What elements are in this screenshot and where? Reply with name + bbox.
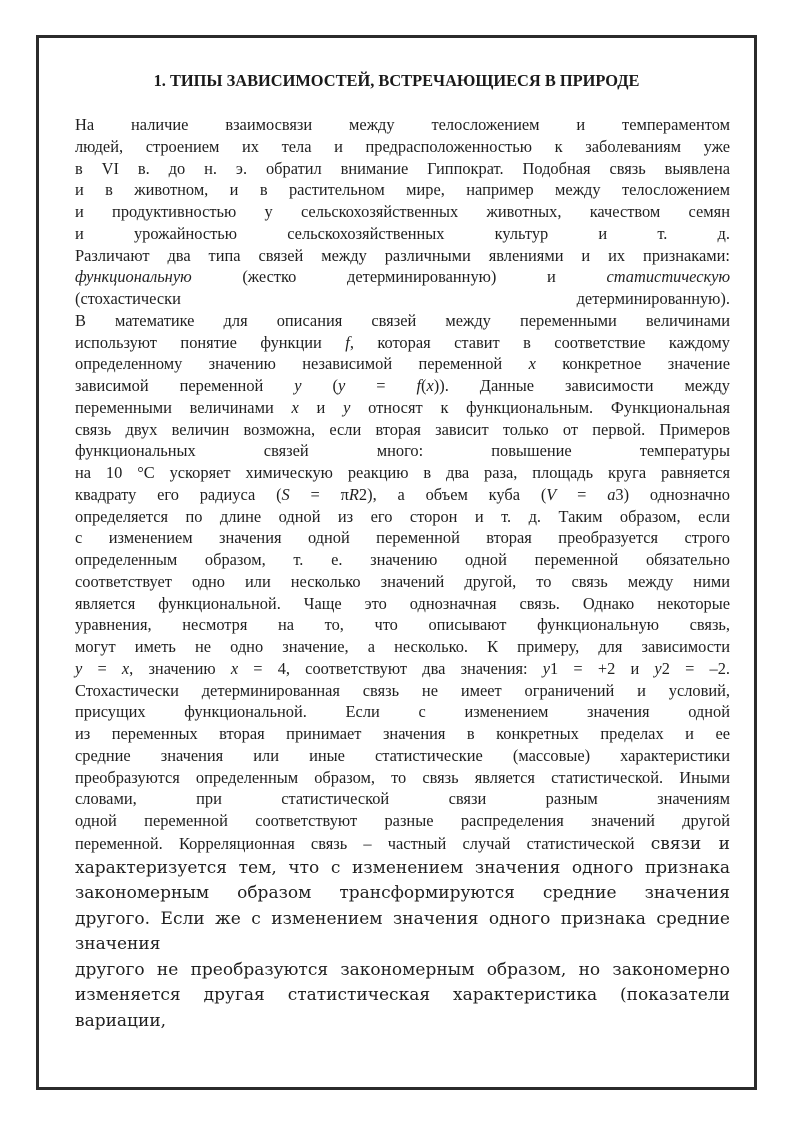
text-line: переменной. Корреляционная связь – частный случай статистической связи и: [75, 833, 730, 854]
text-line: определяется по длине одной из его сторон и т. д. Таким образом, если: [75, 506, 730, 526]
text-line: из переменных вторая принимает значения в конкретных пределах и ее: [75, 724, 730, 743]
text-line: людей, строением их тела и предрасположенностью к заболеваниям уже: [75, 136, 730, 156]
text-line: изменяется другая статистическая характеристика (показатели: [75, 985, 730, 1006]
section-heading: 1. ТИПЫ ЗАВИСИМОСТЕЙ, ВСТРЕЧАЮЩИЕСЯ В ПРИРОДЕ: [153, 71, 640, 90]
text-line: значения: [75, 934, 161, 955]
text-line: с изменением значения одной переменной вторая преобразуется строго: [75, 528, 730, 548]
text-line: и в животном, и в растительном мире, например между телосложением: [75, 180, 730, 200]
text-line: соответствует одно или несколько значений другой, то связь между ними: [75, 571, 730, 591]
text-line: и продуктивностью у сельскохозяйственных животных, качеством семян: [75, 202, 730, 221]
text-line: функциональных связей много: повышение температуры: [75, 441, 730, 461]
text-line: на 10 °С ускоряет химическую реакцию в два раза, площадь круга равняется: [75, 463, 730, 482]
text-line: другого. Если же с изменением значения одного признака средние: [75, 908, 730, 929]
text-line: закономерным образом трансформируются средние значения: [75, 883, 730, 904]
text-line: уравнения, несмотря на то, что описывают функциональную связь,: [75, 615, 730, 635]
text-line: определенному значению независимой переменной x конкретное значение: [75, 354, 730, 374]
text-line: зависимой переменной y (y = f(x)). Данные зависимости между: [75, 376, 730, 395]
page-frame: [36, 35, 757, 1090]
text-line: преобразуются определенным образом, то связь является статистической. Иными: [75, 767, 730, 787]
text-line: переменными величинами x и y относят к функциональным. Функциональная: [75, 397, 730, 417]
body-text: [75, 114, 730, 1034]
text-line: характеризуется тем, что с изменением значения одного признака: [75, 857, 730, 878]
text-line: используют понятие функции f, которая ставит в соответствие каждому: [75, 332, 730, 352]
text-line: другого не преобразуются закономерным образом, но закономерно: [75, 959, 730, 980]
text-line: На наличие взаимосвязи между телосложением и темпераментом: [75, 115, 730, 134]
text-line: связь двух величин возможна, если вторая зависит только от первой. Примеров: [75, 419, 730, 439]
text-line: средние значения или иные статистические (массовые) характеристики: [75, 745, 730, 765]
text-line: Стохастически детерминированная связь не имеет ограничений и условий,: [75, 680, 730, 700]
text-line: и урожайностью сельскохозяйственных культур и т. д.: [75, 223, 730, 243]
text-line: словами, при статистической связи разным значениям: [75, 789, 730, 809]
text-line: квадрату его радиуса (S = πR2), а объем куба (V = a3) однозначно: [75, 484, 730, 504]
text-line: В математике для описания связей между переменными величинами: [75, 310, 730, 330]
text-line: функциональную (жестко детерминированную) и статистическую: [75, 267, 730, 287]
text-line: вариации,: [75, 1010, 167, 1031]
text-line: одной переменной соответствуют разные распределения значений другой: [75, 811, 730, 830]
text-line: могут иметь не одно значение, а несколько. К примеру, для зависимости: [75, 637, 730, 656]
text-line: определенным образом, т. е. значению одной переменной обязательно: [75, 550, 730, 569]
text-line: является функциональной. Чаще это однозначная связь. Однако некоторые: [75, 593, 730, 613]
text-line: (стохастически детерминированную).: [75, 289, 730, 308]
text-line: y = x, значению x = 4, соответствуют два значения: y1 = +2 и y2 = –2.: [75, 658, 730, 678]
text-line: в VI в. до н. э. обратил внимание Гиппократ. Подобная связь выявлена: [75, 158, 730, 178]
text-line: присущих функциональной. Если с изменением значения одной: [75, 702, 730, 722]
text-line: Различают два типа связей между различными явлениями и их признаками:: [75, 245, 730, 265]
